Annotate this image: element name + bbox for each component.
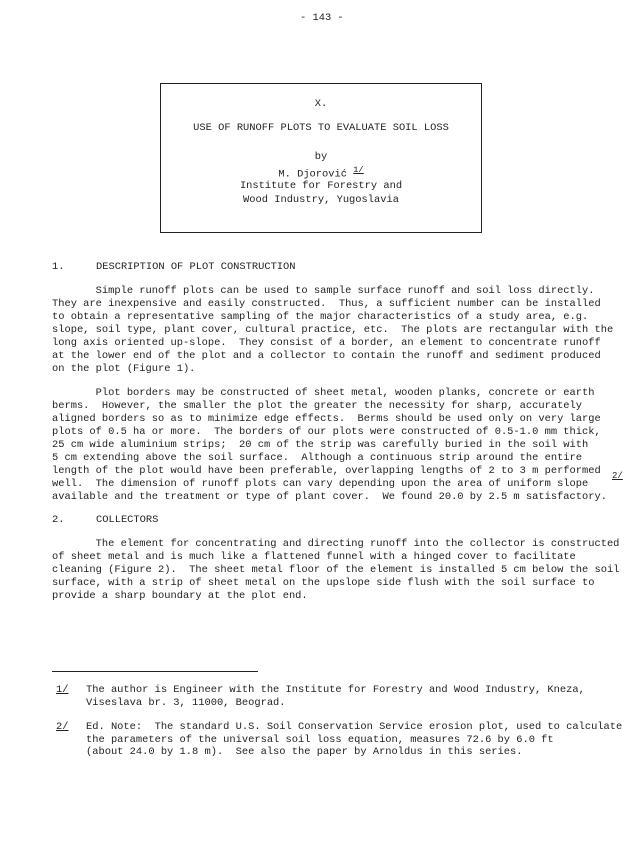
section-1-heading: DESCRIPTION OF PLOT CONSTRUCTION	[96, 261, 296, 273]
text-line: available and the treatment or type of plant cover. We found 20.0 by 2.5 m satisfactory.	[52, 491, 607, 503]
text-line: on the plot (Figure 1).	[52, 363, 196, 375]
text-line: cleaning (Figure 2). The sheet metal floor of the element is installed 5 cm below the soil	[52, 564, 620, 576]
text-line: of sheet metal and is much like a flattened funnel with a hinged cover to facilitate	[52, 551, 576, 563]
footnote-ref-2: 2/	[612, 471, 623, 481]
affiliation-line-1: Institute for Forestry and	[239, 180, 403, 192]
footnote-mark: 1/	[56, 684, 69, 696]
page-number: - 143 -	[300, 12, 344, 24]
title-box	[160, 83, 482, 233]
footnote-mark: 2/	[56, 721, 69, 733]
footnote-line: Viseslava br. 3, 11000, Beograd.	[86, 696, 286, 709]
text-line: Simple runoff plots can be used to sample surface runoff and soil loss directly.	[52, 285, 595, 297]
chapter-title: USE OF RUNOFF PLOTS TO EVALUATE SOIL LOSS	[193, 122, 449, 134]
text-line: plots of 0.5 ha or more. The borders of our plots were constructed of 0.5-1.0 mm thick,	[52, 426, 601, 438]
text-line: The element for concentrating and directing runoff into the collector is constructed	[52, 538, 620, 550]
section-2-heading: COLLECTORS	[96, 514, 159, 526]
footnote-line: the parameters of the universal soil loss equation, measures 72.6 by 6.0 ft	[86, 733, 554, 746]
section-1-number: 1.	[52, 261, 65, 273]
text-line: long axis oriented up-slope. They consist of a border, an element to concentrate runoff	[52, 337, 601, 349]
by-label: by	[314, 151, 328, 163]
chapter-number: X.	[314, 98, 328, 110]
footnote-text	[86, 721, 622, 759]
text-line: to obtain a representative sampling of the major characteristics of a study area, e.g.	[52, 311, 589, 323]
text-line: berms. However, the smaller the plot the greater the necessity for sharp, accurately	[52, 400, 583, 412]
text-line: at the lower end of the plot and a collector to contain the runoff and sediment produced	[52, 350, 601, 362]
section-1-paragraph-1	[52, 285, 613, 376]
footnote-line: (about 24.0 by 1.8 m). See also the paper by Arnoldus in this series.	[86, 746, 523, 758]
author-footnote-mark: 1/	[353, 165, 364, 175]
text-line: surface, with a strip of sheet metal on the upslope side flush with the soil surface to	[52, 577, 595, 589]
author-line	[161, 165, 481, 180]
author-name: M. Djorović	[278, 168, 347, 181]
section-2-number: 2.	[52, 514, 65, 526]
text-line: provide a sharp boundary at the plot end.	[52, 590, 308, 602]
text-line: They are inexpensive and easily constructed. Thus, a sufficient number can be installed	[52, 298, 601, 310]
footnote-1	[58, 684, 585, 709]
footnote-2	[58, 721, 622, 759]
text-line: length of the plot would have been preferable, overlapping lengths of 2 to 3 m performed	[52, 465, 601, 477]
footnote-line: Ed. Note: The standard U.S. Soil Conservation Service erosion plot, used to calculate	[86, 721, 623, 733]
text-line: slope, soil type, plant cover, cultural practice, etc. The plots are rectangular with the	[52, 324, 614, 336]
section-2-paragraph-1	[52, 538, 619, 603]
text-line: well. The dimension of runoff plots can vary depending upon the area of uniform slope	[52, 478, 589, 490]
text-line: 5 cm extending above the soil surface. Although a continuous strip around the entire	[52, 452, 583, 464]
footnote-text	[86, 684, 585, 709]
section-1-paragraph-2	[52, 387, 607, 504]
text-line: aligned borders so as to minimize edge effects. Berms should be used only on very large	[52, 413, 601, 425]
text-line: 25 cm wide aluminium strips; 20 cm of the strip was carefully buried in the soil with	[52, 439, 589, 451]
affiliation-line-2: Wood Industry, Yugoslavia	[243, 194, 399, 206]
footnote-line: The author is Engineer with the Institute for Forestry and Wood Industry, Kneza,	[86, 684, 585, 696]
footnote-divider	[52, 671, 258, 672]
text-line: Plot borders may be constructed of sheet metal, wooden planks, concrete or earth	[52, 387, 595, 399]
